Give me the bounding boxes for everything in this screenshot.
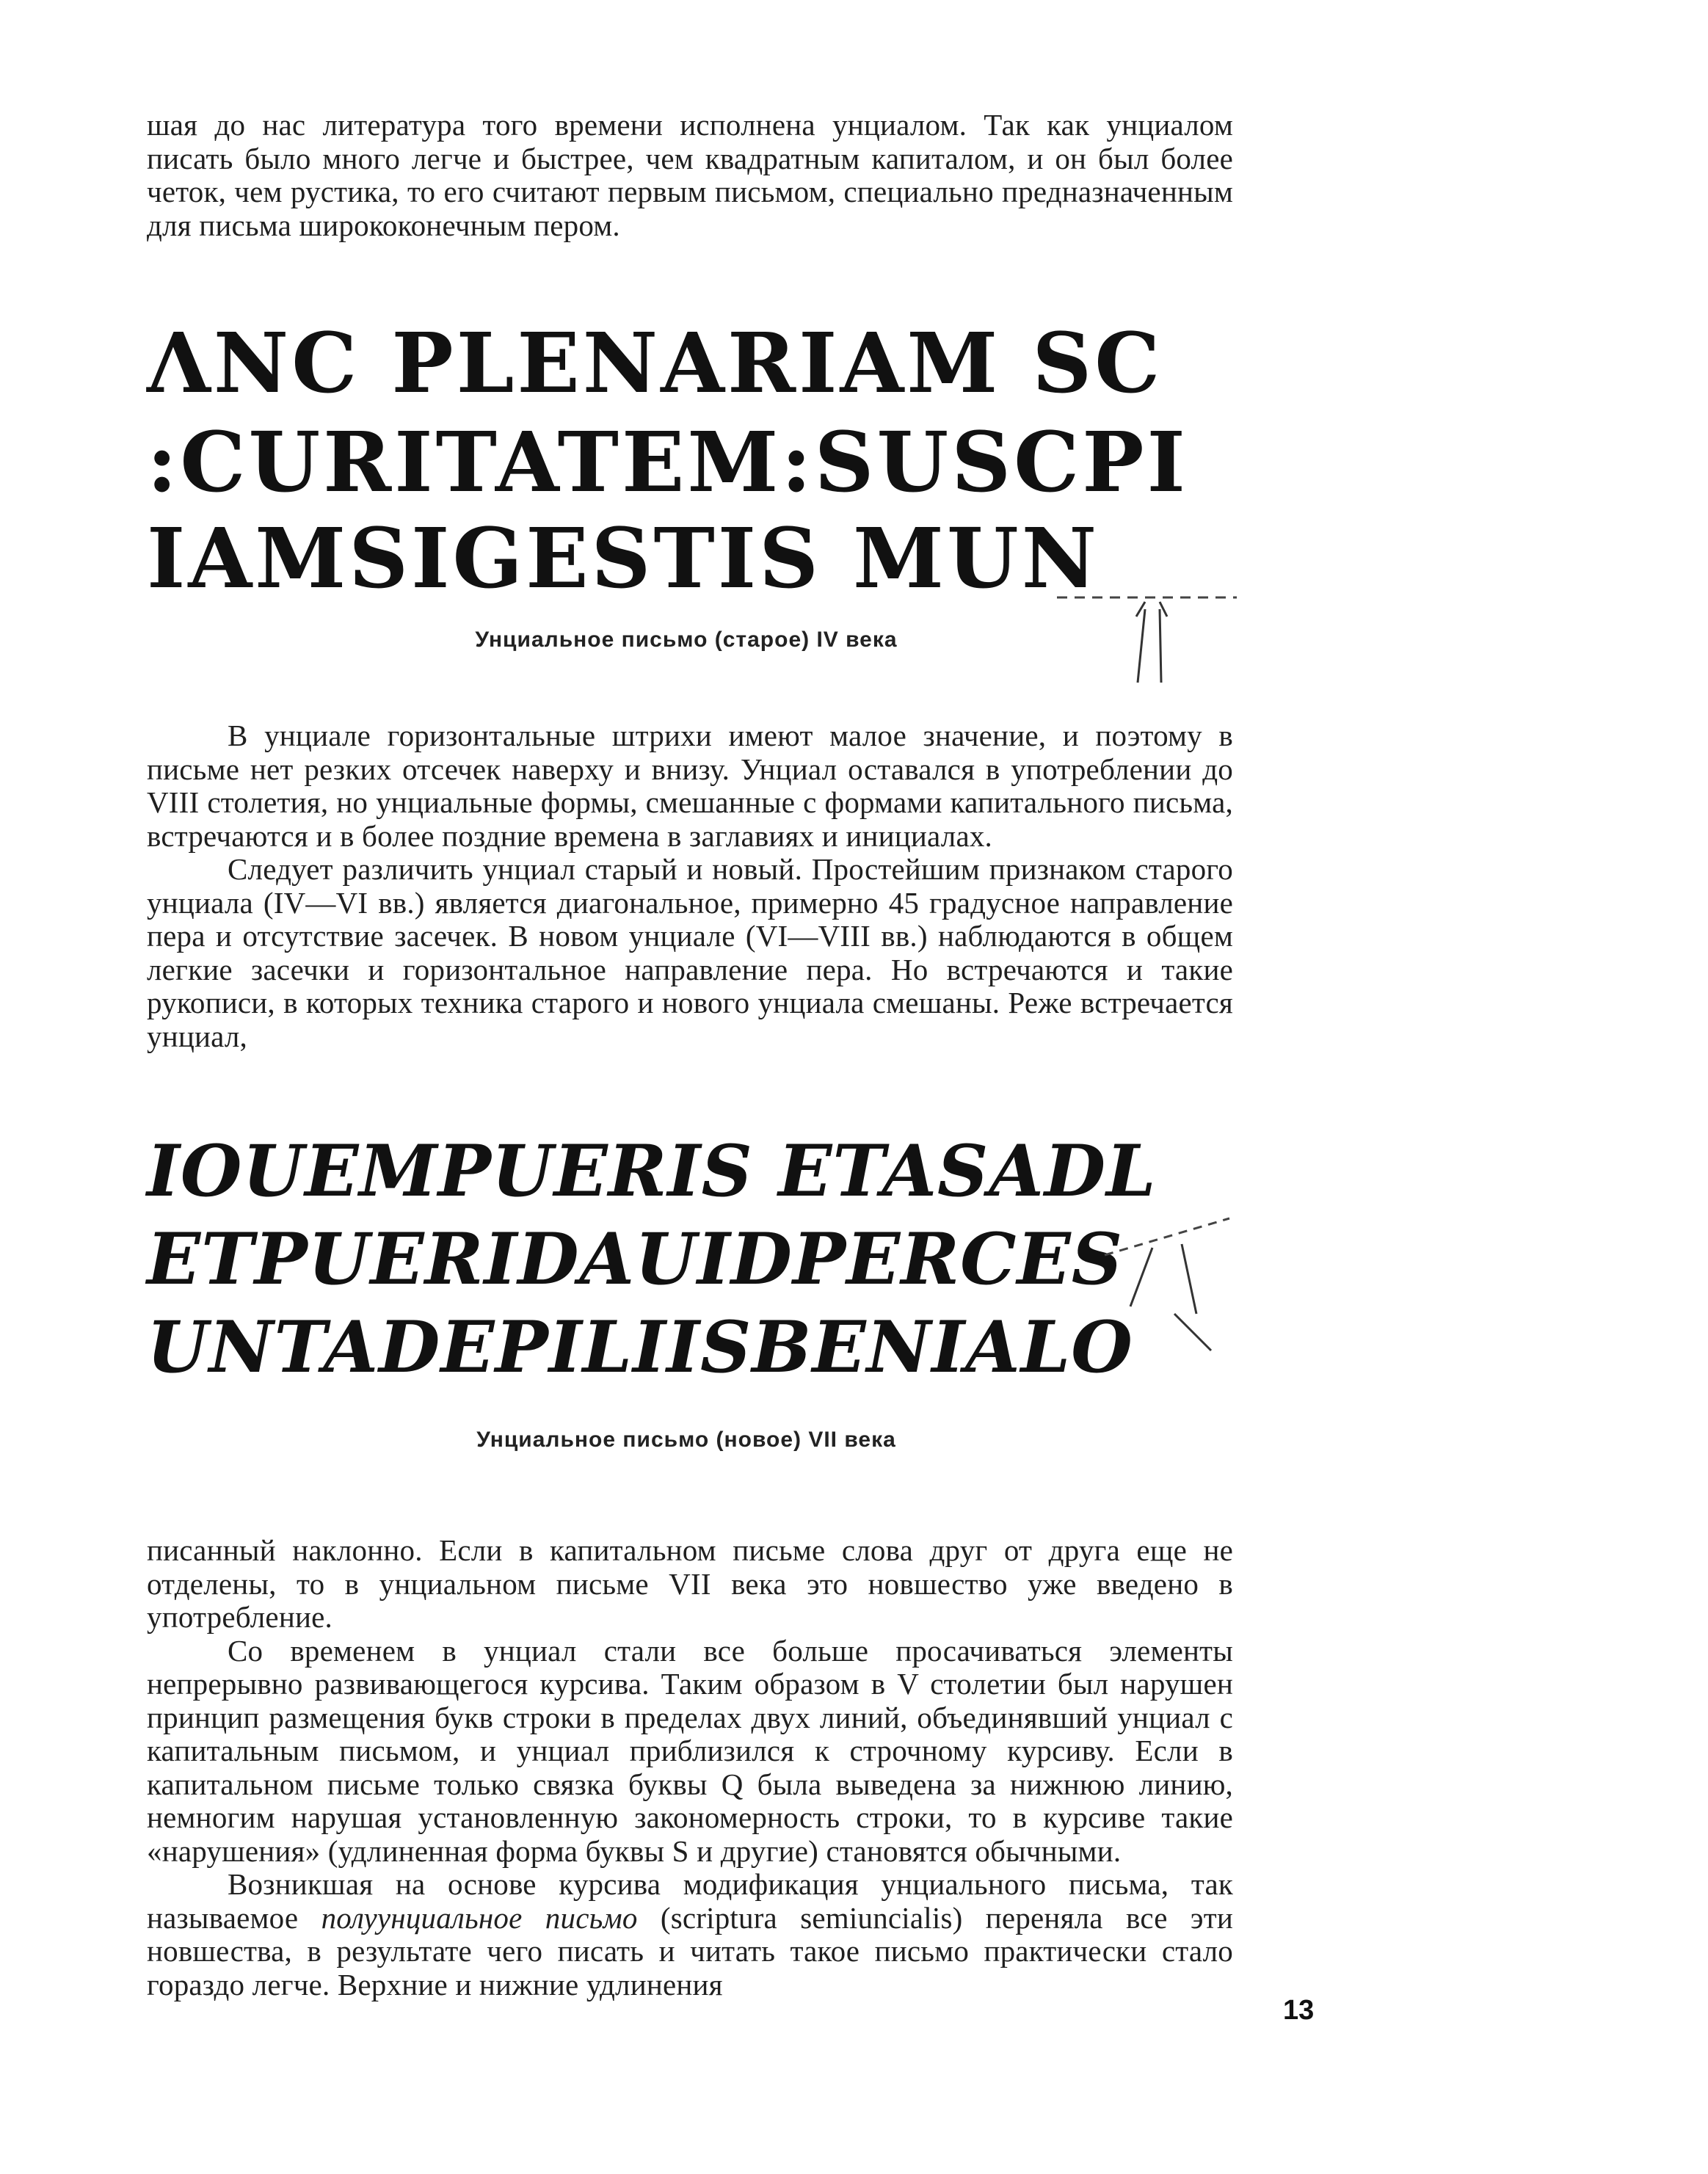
paragraph-main-block <box>147 719 1233 1053</box>
paragraph: писанный наклонно. Если в капитальном письме слова друг от друга еще не отделены, то в унциальном письме VII века это новшество уже введено в употребление. <box>147 1533 1233 1634</box>
paragraph-text: (scriptura semiuncialis) переняла все эти новшества, в результате чего писать и читать такое письмо практически стало гораздо легче. Верхние и нижние удлинения <box>147 1900 1233 2002</box>
paragraph <box>147 1868 1233 2002</box>
specimen-line: ETPUERIDAUIDPERCES <box>147 1218 1124 1301</box>
specimen-line: IOUEMPUERIS ETASADL <box>147 1130 1157 1213</box>
term-semiuncial: полуунциальное письмо <box>321 1900 638 1935</box>
paragraph: шая до нас литература того времени исполнена унциалом. Так как унциалом писать было много легче и быстрее, чем квадратным капиталом, и он был более четок, чем рустика, то его считают первым письмом, специально предназначенным для письма ширококонечным пером. <box>147 108 1233 242</box>
pen-angle-guide-icon <box>1101 1204 1233 1365</box>
paragraph: В унциале горизонтальные штрихи имеют малое значение, и поэтому в письме нет резких отсечек наверху и внизу. Унциал оставался в употреблении до VIII столетия, но унциальные формы, смешанные с формами капитального письма, встречаются и в более поздние времена в заглавиях и инициалах. <box>147 719 1233 853</box>
caption-old-uncial: Унциальное письмо (старое) IV века <box>475 628 898 652</box>
paragraph-final-block <box>147 1534 1233 2002</box>
paragraph-intro-block <box>147 109 1233 242</box>
caption-new-uncial: Унциальное письмо (новое) VII века <box>476 1428 896 1452</box>
paragraph: Со временем в унциал стали все больше просачиваться элементы непрерывно развивающегося курсива. Таким образом в V столетии был нарушен принцип размещения букв строки в пределах двух линий, объединявший унциал с капитальным письмом, и унциал приблизился к строчному курсиву. Если в капитальном письме только связка буквы Q была выведена за нижнюю линию, немногим нарушая установленную закономерность строки, то в курсиве такие «нарушения» (удлиненная форма буквы S и другие) становятся обычными. <box>147 1633 1233 1868</box>
specimen-line: UNTADEPILIISBENIALO <box>147 1306 1133 1389</box>
paragraph-text: Возникшая на основе курсива модификация унциального письма, так называемое <box>147 1867 1233 1935</box>
specimen-line: ΛNC PLENARIAM SC <box>147 316 1163 412</box>
page-number: 13 <box>1283 1995 1315 2026</box>
specimen-line: :CURITATEM:SUSCPI <box>147 415 1188 511</box>
paragraph: Следует различить унциал старый и новый. Простейшим признаком старого унциала (IV—VI вв.) является диагональное, примерно 45 градусное направление пера и отсутствие засечек. В новом унциале (VI—VIII вв.) наблюдаются в общем легкие засечки и горизонтальное направление пера. Но встречаются и такие рукописи, в которых техника старого и нового унциала смешаны. Реже встречается унциал, <box>147 852 1233 1053</box>
specimen-line: IAMSIGESTIS MUN <box>147 511 1100 607</box>
